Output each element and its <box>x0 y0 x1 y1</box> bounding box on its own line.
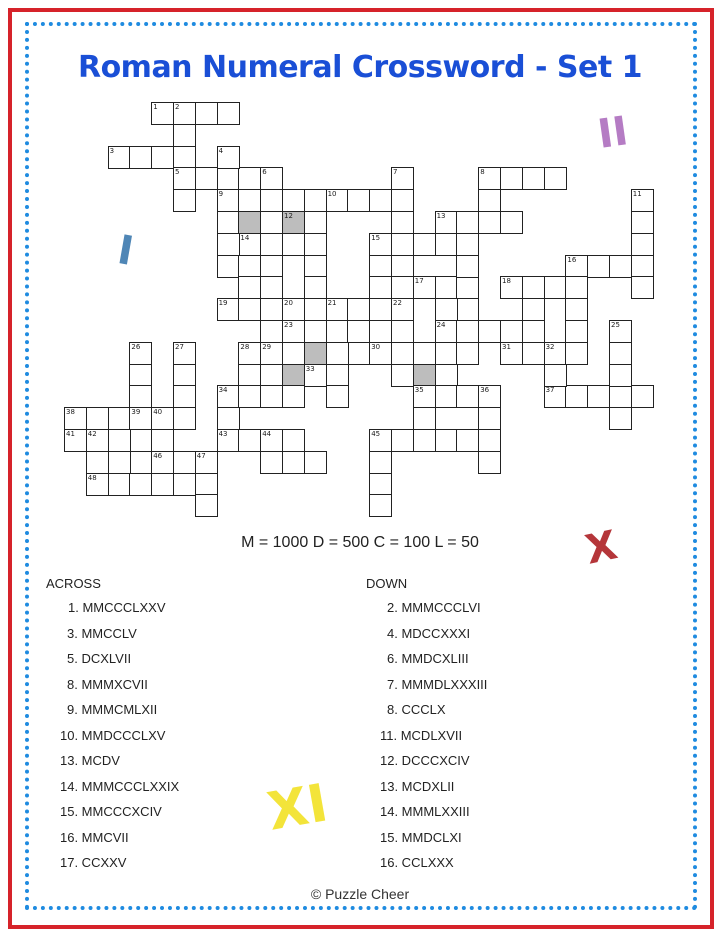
crossword-cell[interactable] <box>282 429 305 452</box>
clue-number: 38 <box>66 408 75 417</box>
crossword-cell[interactable] <box>391 320 414 343</box>
across-clue: 16. MMCVII <box>60 829 129 845</box>
across-clue: 1. MMCCCLXXV <box>68 600 166 615</box>
clue-number: 43 <box>218 430 228 438</box>
crossword-cell[interactable] <box>631 189 654 212</box>
crossword-cell[interactable] <box>86 473 109 496</box>
crossword-cell[interactable] <box>631 255 654 278</box>
crossword-cell[interactable] <box>260 211 283 234</box>
crossword-cell[interactable] <box>217 407 240 430</box>
down-heading: DOWN <box>366 576 408 591</box>
clue-number: 14 <box>240 233 250 242</box>
crossword-cell[interactable] <box>304 189 327 212</box>
crossword-cell[interactable] <box>195 451 218 474</box>
across-clue: 10. MMDCCCLXV <box>60 727 166 743</box>
crossword-cell[interactable] <box>173 102 196 125</box>
clue-number: 29 <box>262 342 272 351</box>
crossword-cell[interactable] <box>544 276 567 299</box>
crossword-cell[interactable] <box>456 429 479 452</box>
crossword-cell[interactable] <box>544 342 567 365</box>
crossword-cell[interactable] <box>565 298 588 321</box>
crossword-cell[interactable] <box>565 385 588 408</box>
crossword-cell[interactable] <box>435 342 458 365</box>
crossword-cell[interactable] <box>282 298 305 321</box>
crossword-cell[interactable] <box>108 451 131 474</box>
crossword-cell[interactable] <box>260 233 283 256</box>
across-clue: 9. MMMCMLXII <box>67 702 158 717</box>
crossword-cell[interactable] <box>151 146 174 169</box>
crossword-cell[interactable] <box>238 385 261 408</box>
crossword-cell[interactable] <box>347 320 370 343</box>
clue-number: 17 <box>414 277 424 286</box>
clue-number: 25 <box>611 321 620 329</box>
crossword-cell[interactable] <box>108 407 131 430</box>
crossword-cell[interactable] <box>260 189 283 212</box>
crossword-cell[interactable] <box>217 385 240 408</box>
crossword-cell[interactable] <box>260 167 283 190</box>
crossword-cell[interactable] <box>260 276 283 299</box>
crossword-cell[interactable] <box>609 407 632 430</box>
clue-number: 6 <box>262 168 267 177</box>
crossword-cell[interactable] <box>260 385 283 408</box>
clue-number: 20 <box>284 299 293 308</box>
crossword-cell[interactable] <box>282 364 305 387</box>
crossword-cell[interactable] <box>391 211 414 234</box>
crossword-cell[interactable] <box>217 167 240 190</box>
across-clue: 13. MCDV <box>60 753 120 768</box>
crossword-cell[interactable] <box>260 320 283 343</box>
crossword-cell[interactable] <box>391 298 414 321</box>
clue-number: 12 <box>284 212 293 220</box>
crossword-cell[interactable] <box>238 167 261 190</box>
clue-number: 5 <box>175 168 180 177</box>
crossword-cell[interactable] <box>631 385 654 408</box>
roman-value-legend: M = 1000 D = 500 C = 100 L = 50 <box>241 534 479 551</box>
footer-credit: © Puzzle Cheer <box>310 886 410 902</box>
crossword-cell[interactable] <box>195 102 218 125</box>
crossword-cell[interactable] <box>304 451 327 474</box>
crossword-cell[interactable] <box>347 189 370 212</box>
crossword-cell[interactable] <box>217 189 240 212</box>
crossword-cell[interactable] <box>238 276 261 299</box>
clue-number: 37 <box>545 386 555 395</box>
crossword-cell[interactable] <box>435 211 458 234</box>
clue-number: 31 <box>502 342 511 351</box>
crossword-cell[interactable] <box>478 167 501 190</box>
crossword-cell[interactable] <box>304 298 327 321</box>
crossword-cell[interactable] <box>173 407 196 430</box>
crossword-cell[interactable] <box>391 429 414 452</box>
crossword-cell[interactable] <box>478 407 501 430</box>
crossword-cell[interactable] <box>631 211 654 234</box>
crossword-cell[interactable] <box>609 320 632 343</box>
crossword-cell[interactable] <box>129 364 152 387</box>
crossword-cell[interactable] <box>304 211 327 234</box>
crossword-cell[interactable] <box>326 298 349 321</box>
crossword-cell[interactable] <box>369 189 392 212</box>
crossword-cell[interactable] <box>544 364 567 387</box>
clue-number: 11 <box>632 190 642 199</box>
crossword-cell[interactable] <box>478 211 501 234</box>
clue-number: 47 <box>196 451 206 460</box>
clue-number: 3 <box>109 146 115 155</box>
crossword-cell[interactable] <box>108 146 131 169</box>
crossword-cell[interactable] <box>238 189 261 212</box>
crossword-cell[interactable] <box>173 364 196 387</box>
crossword-cell[interactable] <box>478 320 501 343</box>
crossword-cell[interactable] <box>369 451 392 474</box>
crossword-cell[interactable] <box>609 255 632 278</box>
down-clue: 13. MCDXLII <box>380 778 455 794</box>
crossword-cell[interactable] <box>260 429 283 452</box>
crossword-cell[interactable] <box>326 364 349 387</box>
crossword-cell[interactable] <box>435 298 458 321</box>
crossword-cell[interactable] <box>435 320 458 343</box>
clue-number: 23 <box>284 321 293 329</box>
crossword-cell[interactable] <box>478 189 501 212</box>
crossword-cell[interactable] <box>238 255 261 278</box>
crossword-cell[interactable] <box>435 385 458 408</box>
clue-number: 21 <box>327 299 337 308</box>
down-clue: 7. MMMDLXXXIII <box>387 676 488 692</box>
crossword-cell[interactable] <box>217 102 240 125</box>
across-heading: ACROSS <box>46 576 101 591</box>
crossword-cell[interactable] <box>260 298 283 321</box>
crossword-cell[interactable] <box>500 276 523 299</box>
crossword-cell[interactable] <box>86 451 109 474</box>
crossword-cell[interactable] <box>587 255 610 278</box>
crossword-cell[interactable] <box>173 473 196 496</box>
crossword-cell[interactable] <box>108 473 131 496</box>
down-clue: 6. MMDCXLIII <box>387 651 469 666</box>
crossword-cell[interactable] <box>391 276 414 299</box>
crossword-cell[interactable] <box>282 233 305 256</box>
crossword-cell[interactable] <box>304 364 327 387</box>
crossword-cell[interactable] <box>217 211 240 234</box>
crossword-cell[interactable] <box>260 364 283 387</box>
down-clue: 11. MCDLXVII <box>380 727 463 743</box>
crossword-cell[interactable] <box>522 320 545 343</box>
clue-number: 32 <box>545 342 555 351</box>
crossword-cell[interactable] <box>609 342 632 365</box>
crossword-cell[interactable] <box>435 364 458 387</box>
decoration-numeral-i: I <box>114 227 137 275</box>
clue-number: 48 <box>87 473 97 482</box>
clue-number: 26 <box>131 342 141 351</box>
crossword-cell[interactable] <box>282 342 305 365</box>
crossword-cell[interactable] <box>217 255 240 278</box>
clue-number: 39 <box>131 408 141 417</box>
crossword-cell[interactable] <box>173 342 196 365</box>
crossword-cell[interactable] <box>173 189 196 212</box>
down-clue: 2. MMMCCCLVI <box>387 600 481 615</box>
crossword-cell[interactable] <box>151 407 174 430</box>
clue-number: 8 <box>480 168 485 177</box>
crossword-cell[interactable] <box>631 233 654 256</box>
crossword-cell[interactable] <box>565 276 588 299</box>
crossword-cell[interactable] <box>173 146 196 169</box>
crossword-cell[interactable] <box>282 320 305 343</box>
crossword-cell[interactable] <box>260 255 283 278</box>
crossword-cell[interactable] <box>435 233 458 256</box>
crossword-cell[interactable] <box>369 298 392 321</box>
crossword-cell[interactable] <box>173 167 196 190</box>
crossword-cell[interactable] <box>435 276 458 299</box>
crossword-cell[interactable] <box>369 494 392 517</box>
crossword-cell[interactable] <box>282 451 305 474</box>
across-clue: 5. DCXLVII <box>67 651 132 666</box>
crossword-cell[interactable] <box>151 473 174 496</box>
down-clue: 15. MMDCLXI <box>380 829 462 845</box>
decoration-numeral-ii: II <box>594 108 631 158</box>
clue-number: 10 <box>327 190 337 199</box>
crossword-cell[interactable] <box>217 298 240 321</box>
crossword-cell[interactable] <box>304 276 327 299</box>
crossword-cell[interactable] <box>500 167 523 190</box>
crossword-cell[interactable] <box>522 276 545 299</box>
crossword-cell[interactable] <box>500 320 523 343</box>
crossword-cell[interactable] <box>326 385 349 408</box>
crossword-cell[interactable] <box>522 298 545 321</box>
decoration-numeral-xi: XI <box>263 773 333 843</box>
crossword-cell[interactable] <box>282 385 305 408</box>
clue-number: 30 <box>371 342 381 351</box>
crossword-cell[interactable] <box>304 233 327 256</box>
clue-number: 36 <box>480 386 490 395</box>
crossword-cell[interactable] <box>238 364 261 387</box>
crossword-cell[interactable] <box>478 451 501 474</box>
crossword-cell[interactable] <box>129 385 152 408</box>
crossword-cell[interactable] <box>238 233 261 256</box>
across-clue: 17. CCXXV <box>60 855 127 870</box>
crossword-cell[interactable] <box>151 429 174 452</box>
crossword-cell[interactable] <box>238 429 261 452</box>
crossword-cell[interactable] <box>304 255 327 278</box>
crossword-cell[interactable] <box>369 473 392 496</box>
crossword-cell[interactable] <box>304 320 327 343</box>
clue-number: 41 <box>66 430 75 438</box>
clue-number: 46 <box>153 451 163 460</box>
crossword-cell[interactable] <box>238 211 261 234</box>
crossword-cell[interactable] <box>195 473 218 496</box>
crossword-cell[interactable] <box>609 364 632 387</box>
across-clue: 15. MMCCCXCIV <box>60 804 162 819</box>
crossword-cell[interactable] <box>282 211 305 234</box>
crossword-cell[interactable] <box>217 233 240 256</box>
crossword-cell[interactable] <box>64 429 87 452</box>
clue-number: 40 <box>153 408 163 417</box>
crossword-cell[interactable] <box>108 429 131 452</box>
clue-number: 2 <box>175 103 180 111</box>
clue-number: 28 <box>240 342 250 351</box>
crossword-cell[interactable] <box>391 364 414 387</box>
crossword-cell[interactable] <box>391 342 414 365</box>
crossword-cell[interactable] <box>64 407 87 430</box>
crossword-cell[interactable] <box>86 407 109 430</box>
crossword-cell[interactable] <box>500 211 523 234</box>
crossword-cell[interactable] <box>347 342 370 365</box>
crossword-cell[interactable] <box>391 233 414 256</box>
crossword-cell[interactable] <box>565 255 588 278</box>
crossword-cell[interactable] <box>151 451 174 474</box>
down-clue: 4. MDCCXXXI <box>387 625 471 641</box>
clue-number: 42 <box>87 430 97 438</box>
crossword-cell[interactable] <box>129 342 152 365</box>
decoration-numeral-x: X <box>581 522 622 574</box>
crossword-cell[interactable] <box>347 298 370 321</box>
clue-number: 15 <box>371 233 381 242</box>
clue-number: 18 <box>502 277 511 286</box>
clue-number: 24 <box>436 321 446 329</box>
crossword-cell[interactable] <box>500 342 523 365</box>
crossword-cell[interactable] <box>413 364 436 387</box>
crossword-cell[interactable] <box>413 407 436 430</box>
crossword-cell[interactable] <box>129 451 152 474</box>
page-title: Roman Numeral Crossword - Set 1 <box>77 50 643 85</box>
crossword-cell[interactable] <box>391 255 414 278</box>
across-clue: 3. MMCCLV <box>67 625 137 641</box>
crossword-cell[interactable] <box>413 342 436 365</box>
crossword-cell[interactable] <box>456 211 479 234</box>
crossword-cell[interactable] <box>456 342 479 365</box>
crossword-cell[interactable] <box>456 320 479 343</box>
crossword-cell[interactable] <box>129 146 152 169</box>
crossword-cell[interactable] <box>369 342 392 365</box>
across-clue: 8. MMMXCVII <box>67 676 148 692</box>
crossword-cell[interactable] <box>129 407 152 430</box>
crossword-cell[interactable] <box>173 451 196 474</box>
crossword-cell[interactable] <box>456 255 479 278</box>
crossword-cell[interactable] <box>217 146 240 169</box>
clue-number: 19 <box>218 299 228 308</box>
clue-number: 34 <box>218 386 228 395</box>
clue-number: 16 <box>567 255 577 264</box>
crossword-cell[interactable] <box>565 320 588 343</box>
down-clue: 14. MMMLXXIII <box>380 804 470 819</box>
crossword-cell[interactable] <box>544 167 567 190</box>
down-clue: 16. CCLXXX <box>380 855 454 870</box>
crossword-cell[interactable] <box>456 385 479 408</box>
crossword-cell[interactable] <box>413 233 436 256</box>
clue-number: 44 <box>262 430 272 438</box>
clue-number: 9 <box>218 190 224 199</box>
crossword-cell[interactable] <box>129 473 152 496</box>
crossword-cell[interactable] <box>456 276 479 299</box>
down-clue: 12. DCCCXCIV <box>380 753 470 768</box>
crossword-cell[interactable] <box>260 342 283 365</box>
crossword-cell[interactable] <box>631 276 654 299</box>
crossword-cell[interactable] <box>195 494 218 517</box>
crossword-cell[interactable] <box>282 189 305 212</box>
clue-number: 7 <box>393 168 398 177</box>
crossword-cell[interactable] <box>609 385 632 408</box>
crossword-cell[interactable] <box>369 276 392 299</box>
clue-number: 4 <box>218 146 224 155</box>
crossword-cell[interactable] <box>304 342 327 365</box>
crossword-cell[interactable] <box>369 255 392 278</box>
crossword-cell[interactable] <box>86 429 109 452</box>
crossword-cell[interactable] <box>565 342 588 365</box>
clue-number: 27 <box>175 342 184 351</box>
crossword-cell[interactable] <box>151 102 174 125</box>
crossword-cell[interactable] <box>173 124 196 147</box>
crossword-cell[interactable] <box>369 233 392 256</box>
crossword-cell[interactable] <box>369 429 392 452</box>
crossword-cell[interactable] <box>522 167 545 190</box>
crossword-cell[interactable] <box>238 298 261 321</box>
crossword-cell[interactable] <box>456 233 479 256</box>
crossword-cell[interactable] <box>413 429 436 452</box>
clue-number: 33 <box>305 364 315 373</box>
clue-number: 45 <box>371 430 381 438</box>
clue-number: 22 <box>393 299 402 308</box>
crossword-cell[interactable] <box>326 342 349 365</box>
crossword-cell[interactable] <box>478 385 501 408</box>
crossword-cell[interactable] <box>478 429 501 452</box>
crossword-cell[interactable] <box>173 385 196 408</box>
across-clue: 14. MMMCCCLXXIX <box>60 778 180 794</box>
crossword-cell[interactable] <box>195 167 218 190</box>
clue-number: 1 <box>153 103 158 111</box>
crossword-cell[interactable] <box>413 276 436 299</box>
crossword-cell[interactable] <box>260 451 283 474</box>
clue-number: 13 <box>436 212 446 220</box>
crossword-cell[interactable] <box>238 342 261 365</box>
down-clue: 8. CCCLX <box>387 702 446 717</box>
crossword-cell[interactable] <box>456 298 479 321</box>
crossword-cell[interactable] <box>217 429 240 452</box>
crossword-cell[interactable] <box>413 385 436 408</box>
crossword-cell[interactable] <box>435 429 458 452</box>
crossword-cell[interactable] <box>391 167 414 190</box>
crossword-cell[interactable] <box>326 189 349 212</box>
crossword-cell[interactable] <box>391 189 414 212</box>
crossword-cell[interactable] <box>587 385 610 408</box>
crossword-cell[interactable] <box>522 342 545 365</box>
clue-number: 35 <box>414 386 424 395</box>
crossword-cell[interactable] <box>544 385 567 408</box>
